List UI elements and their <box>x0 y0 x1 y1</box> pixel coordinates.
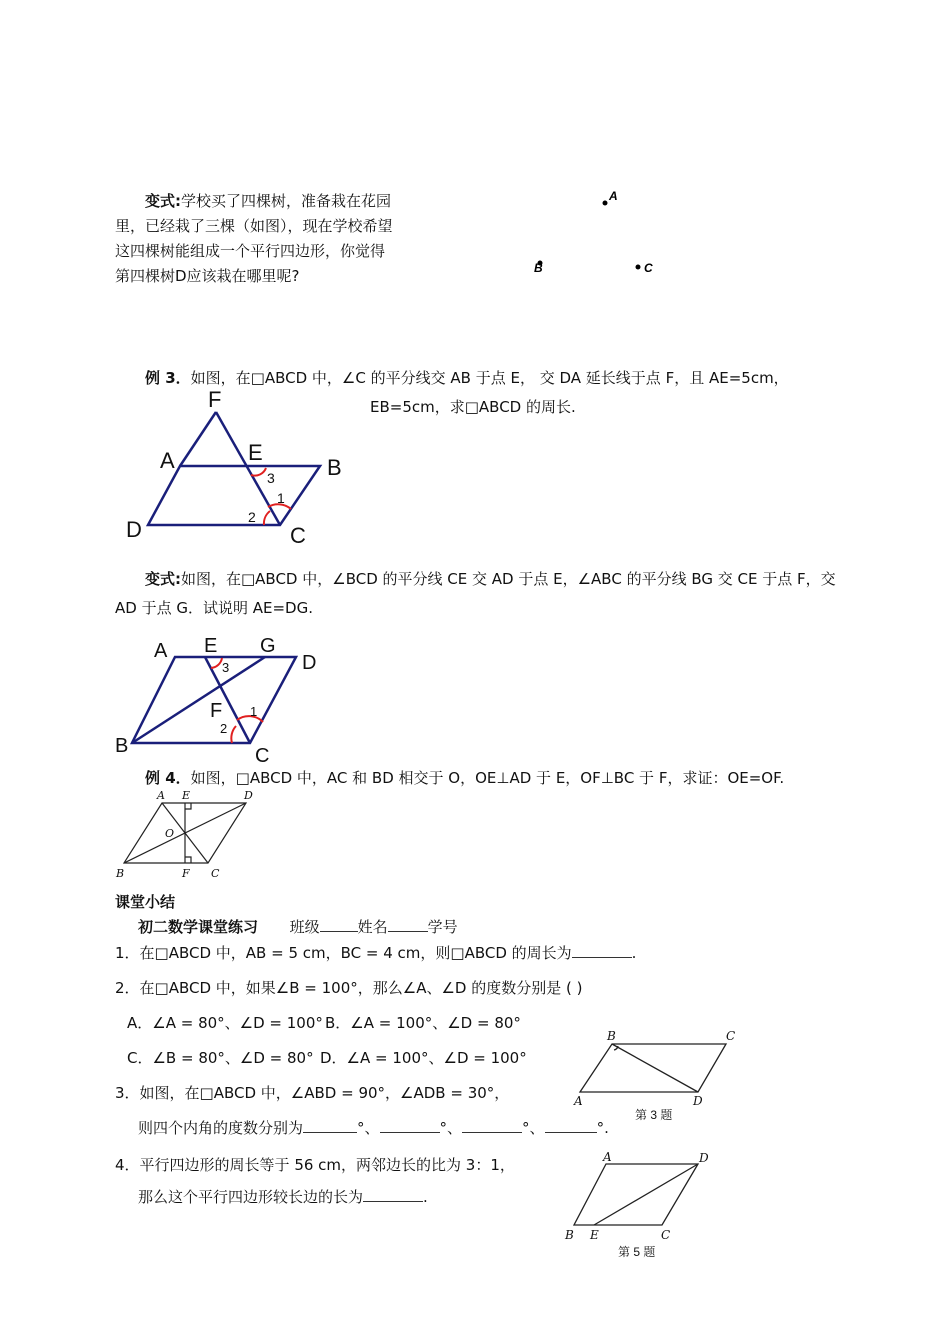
label-c: C <box>661 1228 671 1242</box>
label-g: G <box>260 635 276 657</box>
example4-text: 例 4．如图，□ABCD 中，AC 和 BD 相交于 O，OE⊥AD 于 E，OF⊥BC 于 F，求证：OE=OF. <box>145 769 785 787</box>
label-f: F <box>210 700 223 722</box>
variant1-line4: 第四棵树D应该栽在哪里呢? <box>115 267 300 285</box>
label-f: F <box>208 387 222 412</box>
label-a: A <box>157 789 165 802</box>
class-label: 班级 <box>289 918 320 936</box>
example3-figure <box>120 385 360 550</box>
q3-caption: 第 3 题 <box>635 1108 673 1122</box>
q4-answer-blank[interactable] <box>363 1185 423 1202</box>
variant2-label: 变式: <box>145 570 181 588</box>
q3-blank-1[interactable] <box>303 1116 357 1133</box>
point-a-dot <box>603 201 608 206</box>
label-a: A <box>603 1150 612 1164</box>
label-e: E <box>204 635 218 657</box>
class-blank[interactable] <box>320 915 358 932</box>
q3-figure <box>568 1022 748 1127</box>
label-c: C <box>211 867 220 880</box>
variant2-line1: 变式:如图，在□ABCD 中，∠BCD 的平分线 CE 交 AD 于点 E，∠ABC 的平分线 BG 交 CE 于点 F，交 <box>145 570 836 588</box>
label-3: 3 <box>222 660 230 675</box>
label-3: 3 <box>267 470 275 486</box>
id-label: 学号 <box>427 918 458 936</box>
q2-option-a: A．∠A = 80°、∠D = 100° <box>127 1014 323 1032</box>
q5-caption: 第 5 题 <box>618 1245 656 1259</box>
diagonal-bd <box>612 1044 698 1092</box>
label-d: D <box>302 652 317 674</box>
label-b: B <box>115 735 129 757</box>
variant1-label: 变式: <box>145 192 181 210</box>
q2-option-c: C．∠B = 80°、∠D = 80° <box>127 1049 314 1067</box>
label-o: O <box>165 827 175 840</box>
line-bg <box>132 657 265 743</box>
practice-header <box>138 914 458 940</box>
label-b: B <box>565 1228 574 1242</box>
angle2-arc <box>264 511 270 525</box>
q3-blank-3[interactable] <box>462 1116 522 1133</box>
name-label: 姓名 <box>357 918 388 936</box>
label-b: B <box>116 867 125 880</box>
angle3-arc <box>211 658 222 668</box>
right-angle-e <box>185 803 191 809</box>
label-2: 2 <box>248 509 256 525</box>
label-d: D <box>244 789 253 802</box>
label-f: F <box>182 867 190 880</box>
right-angle-f <box>185 857 191 863</box>
point-b-label: B <box>534 261 543 275</box>
label-1: 1 <box>250 704 258 719</box>
question-4-line1: 4．平行四边形的周长等于 56 cm，两邻边长的比为 3：1， <box>115 1156 515 1174</box>
example4-label: 例 4． <box>145 769 191 787</box>
point-a-label: A <box>609 189 618 203</box>
q3-blank-2[interactable] <box>380 1116 440 1133</box>
trees-figure <box>520 180 670 290</box>
label-2: 2 <box>220 721 228 736</box>
label-e: E <box>182 789 191 802</box>
question-3-stem: 3．如图，在□ABCD 中，∠ABD = 90°，∠ADB = 30°， <box>115 1084 510 1102</box>
angle2-arc <box>231 726 236 743</box>
label-c: C <box>726 1029 736 1043</box>
question-3-line2: 则四个内角的度数分别为 °、 °、 °、 °. <box>138 1115 609 1141</box>
q1-answer-blank[interactable] <box>572 941 632 958</box>
angle3-arc <box>251 468 266 476</box>
question-1: 1．在□ABCD 中，AB = 5 cm，BC = 4 cm，则□ABCD 的周长为 . <box>115 940 636 966</box>
label-d: D <box>693 1094 703 1108</box>
example3-line2: EB=5cm，求□ABCD 的周长. <box>370 398 576 416</box>
variant1-line2: 里，已经栽了三棵（如图），现在学校希望 <box>115 217 393 235</box>
label-c: C <box>255 745 270 765</box>
example4-figure <box>112 786 277 886</box>
label-1: 1 <box>277 490 285 506</box>
q2-option-d: D．∠A = 100°、∠D = 100° <box>320 1049 527 1067</box>
label-a: A <box>574 1094 583 1108</box>
label-a: A <box>160 448 175 473</box>
line-fa <box>180 412 216 466</box>
variant2-figure <box>110 630 330 765</box>
q5-figure <box>560 1148 720 1263</box>
variant2-line2: AD 于点 G．试说明 AE=DG. <box>115 599 313 617</box>
parallelogram-abcd <box>148 466 320 525</box>
label-a: A <box>154 640 168 662</box>
variant1-line3: 这四棵树能组成一个平行四边形，你觉得 <box>115 242 386 260</box>
point-c-dot <box>636 265 641 270</box>
label-b: B <box>607 1029 616 1043</box>
label-e: E <box>248 440 263 465</box>
summary-heading: 课堂小结 <box>115 893 176 911</box>
line-de <box>594 1164 698 1225</box>
example3-label: 例 3． <box>145 369 191 387</box>
label-c: C <box>290 523 306 548</box>
label-e: E <box>590 1228 599 1242</box>
label-b: B <box>327 455 342 480</box>
question-2-stem: 2．在□ABCD 中，如果∠B = 100°，那么∠A、∠D 的度数分别是 ( ) <box>115 979 583 997</box>
name-blank[interactable] <box>388 915 428 932</box>
variant1-line1: 变式:学校买了四棵树，准备栽在花园 <box>145 192 392 210</box>
parallelogram-abcd <box>574 1164 698 1225</box>
practice-title: 初二数学课堂练习 <box>138 918 259 936</box>
question-4-line2: 那么这个平行四边形较长边的长为 . <box>138 1184 428 1210</box>
q2-option-b: B．∠A = 100°、∠D = 80° <box>325 1014 521 1032</box>
label-d: D <box>126 517 142 542</box>
label-d: D <box>699 1151 709 1165</box>
point-c-label: C <box>644 261 653 275</box>
example3-line1: 例 3．如图，在□ABCD 中，∠C 的平分线交 AB 于点 E， 交 DA 延长线于点 F，且 AE=5cm， <box>145 369 789 387</box>
parallelogram-abcd <box>580 1044 726 1092</box>
